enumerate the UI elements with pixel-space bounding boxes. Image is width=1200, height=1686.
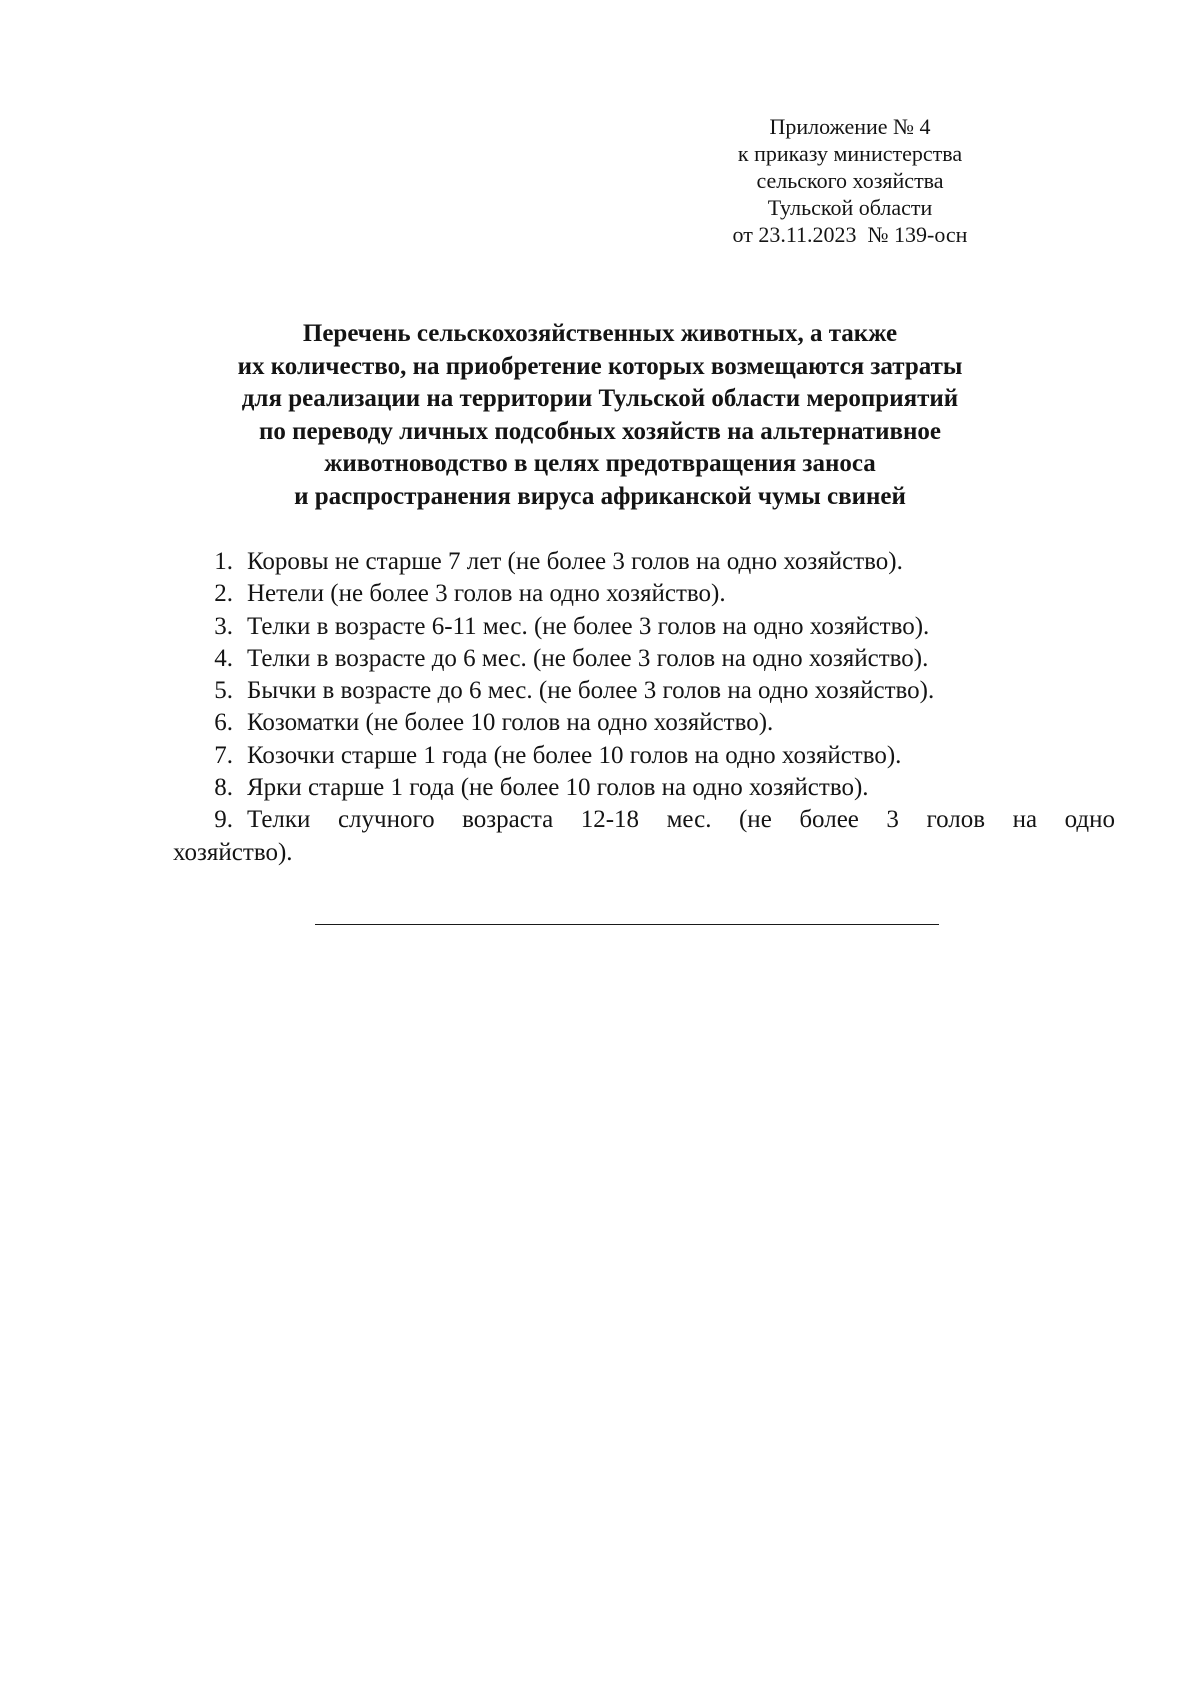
title-line: по переводу личных подсобных хозяйств на альтернативное	[258, 417, 941, 445]
list-item	[175, 546, 1115, 578]
appendix-header	[700, 113, 1000, 248]
title-line: Перечень сельскохозяйственных животных, а также	[302, 320, 898, 347]
list-item-word: голов	[926, 806, 986, 834]
list-item-first-line	[175, 804, 1115, 836]
list-item	[175, 578, 1115, 610]
appendix-line: к приказу министерства	[737, 141, 963, 166]
title-line: и распространения вируса африканской чумы свиней	[294, 482, 906, 510]
list-item-word: Телки	[247, 806, 311, 834]
list-item-number: 9.	[214, 806, 233, 834]
list-item-text: Телки в возрасте 6-11 мес. (не более 3 голов на одно хозяйство).	[247, 612, 930, 640]
list-item-word: одно	[1064, 806, 1115, 834]
list-item-text: Коровы не старше 7 лет (не более 3 голов на одно хозяйство).	[247, 548, 903, 575]
list-item-number: 8.	[214, 774, 233, 802]
list-item-word: случного	[337, 806, 435, 834]
animal-list	[175, 546, 1115, 869]
list-item-word: мес.	[666, 806, 712, 834]
list-item-text-tail: хозяйство).	[173, 838, 293, 866]
appendix-line: от 23.11.2023 № 139-осн	[732, 222, 968, 247]
list-item-text: Телки в возрасте до 6 мес. (не более 3 голов на одно хозяйство).	[247, 644, 929, 672]
document-title	[140, 318, 1060, 513]
title-line: их количество, на приобретение которых возмещаются затраты	[237, 352, 963, 380]
list-item-text: Козочки старше 1 года (не более 10 голов на одно хозяйство).	[247, 741, 902, 769]
list-item-wrapped	[175, 804, 1115, 869]
list-item	[175, 707, 1115, 739]
list-item-word: 12-18	[580, 806, 640, 834]
list-item-text: Бычки в возрасте до 6 мес. (не более 3 голов на одно хозяйство).	[247, 677, 935, 705]
list-item	[175, 740, 1115, 772]
list-item-word: более	[799, 806, 859, 834]
appendix-line: Приложение № 4	[769, 114, 931, 139]
list-item-number: 4.	[214, 644, 233, 672]
list-item	[175, 643, 1115, 675]
appendix-line: Тульской области	[767, 195, 933, 220]
list-item-number: 6.	[214, 709, 233, 737]
list-item-text: Нетели (не более 3 голов на одно хозяйство).	[247, 580, 726, 608]
list-item	[175, 611, 1115, 643]
list-item-number: 3.	[214, 612, 233, 640]
list-item-word: (не	[738, 806, 772, 834]
list-item-word: на	[1012, 806, 1038, 834]
list-item-word: возраста	[462, 806, 554, 834]
list-item-text: Козоматки (не более 10 голов на одно хозяйство).	[247, 709, 774, 737]
list-item-text-lead	[247, 804, 1115, 836]
appendix-line: сельского хозяйства	[756, 168, 944, 193]
list-item-number: 5.	[214, 677, 233, 705]
title-line: животноводство в целях предотвращения заноса	[324, 450, 876, 477]
list-item	[175, 675, 1115, 707]
list-item-number: 2.	[214, 580, 233, 608]
closing-divider-line	[315, 924, 939, 925]
list-item	[175, 772, 1115, 804]
list-item-number: 1.	[214, 548, 233, 575]
list-item-text: Ярки старше 1 года (не более 10 голов на одно хозяйство).	[247, 774, 869, 802]
list-item-word: 3	[886, 806, 899, 834]
title-line: для реализации на территории Тульской области мероприятий	[241, 385, 959, 412]
list-item-number: 7.	[214, 741, 233, 769]
